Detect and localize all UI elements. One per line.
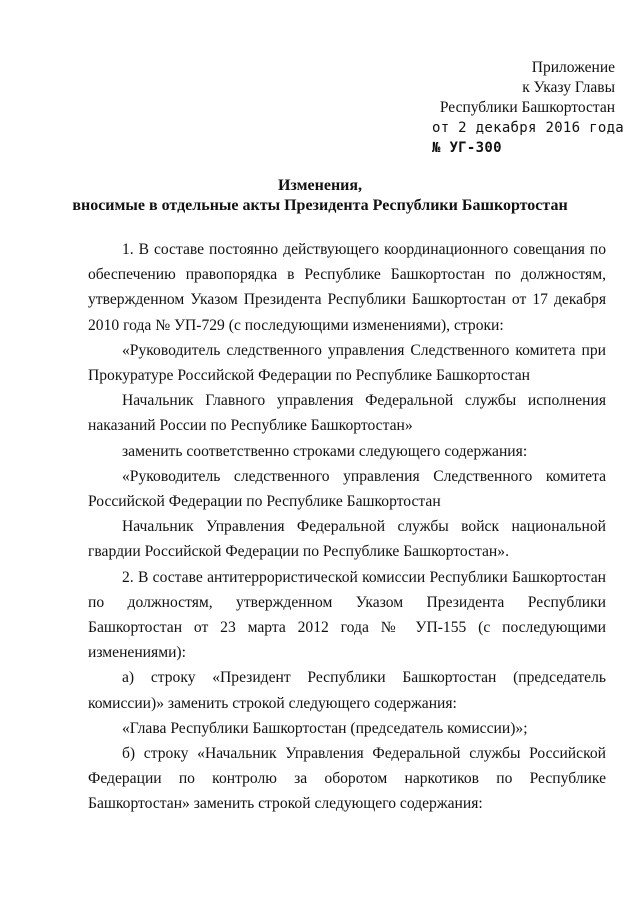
appendix-label: Приложение xyxy=(531,59,615,76)
appendix-date: от 2 декабря 2016 года xyxy=(432,120,625,136)
paragraph-10: б) строку «Начальник Управления Федеральной службы Российской Федерации по контролю за оборотом наркотиков по Республике Башкортостан» заменить строкой следующего содержания: xyxy=(88,745,606,813)
appendix-decree-ref: к Указу Главы xyxy=(522,79,615,96)
appendix-republic: Республики Башкортостан xyxy=(439,99,615,116)
paragraph-3: Начальник Главного управления Федеральной службы исполнения наказаний России по Республике Башкортостан» xyxy=(88,392,606,435)
appendix-header xyxy=(430,58,625,158)
paragraph-8: а) строку «Президент Республики Башкортостан (председатель комиссии)» заменить строкой следующего содержания: xyxy=(88,669,606,712)
paragraph-7: 2. В составе антитеррористической комиссии Республики Башкортостан по должностям, утвержденном Указом Президента Республики Башкортостан от 23 марта 2012 года № УП-155 (с последующими изменениями): xyxy=(88,568,606,662)
paragraph-9: «Глава Республики Башкортостан (председатель комиссии)»; xyxy=(122,719,528,737)
title-line-2: вносимые в отдельные акты Президента Республики Башкортостан xyxy=(72,197,568,214)
document-title xyxy=(0,176,640,216)
paragraph-2: «Руководитель следственного управления Следственного комитета при Прокуратуре Российской Федерации по Республике Башкортостан xyxy=(88,341,606,385)
paragraph-6: Начальник Управления Федеральной службы войск национальной гвардии Российской Федерации по Республике Башкортостан». xyxy=(88,518,606,561)
paragraph-5: «Руководитель следственного управления Следственного комитета Российской Федерации по Республике Башкортостан xyxy=(88,467,606,511)
document-body xyxy=(88,237,606,817)
paragraph-1: 1. В составе постоянно действующего координационного совещания по обеспечению правопорядка в Республике Башкортостан по должностям, утвержденном Указом Президента Республики Башкортостан от 17 декабря 2010 года № УП-729 (с последующими изменениями), строки: xyxy=(88,241,606,334)
title-line-1: Изменения, xyxy=(277,177,363,194)
paragraph-4: заменить соответственно строками следующего содержания: xyxy=(122,442,528,460)
appendix-number: № УГ-300 xyxy=(432,140,502,156)
